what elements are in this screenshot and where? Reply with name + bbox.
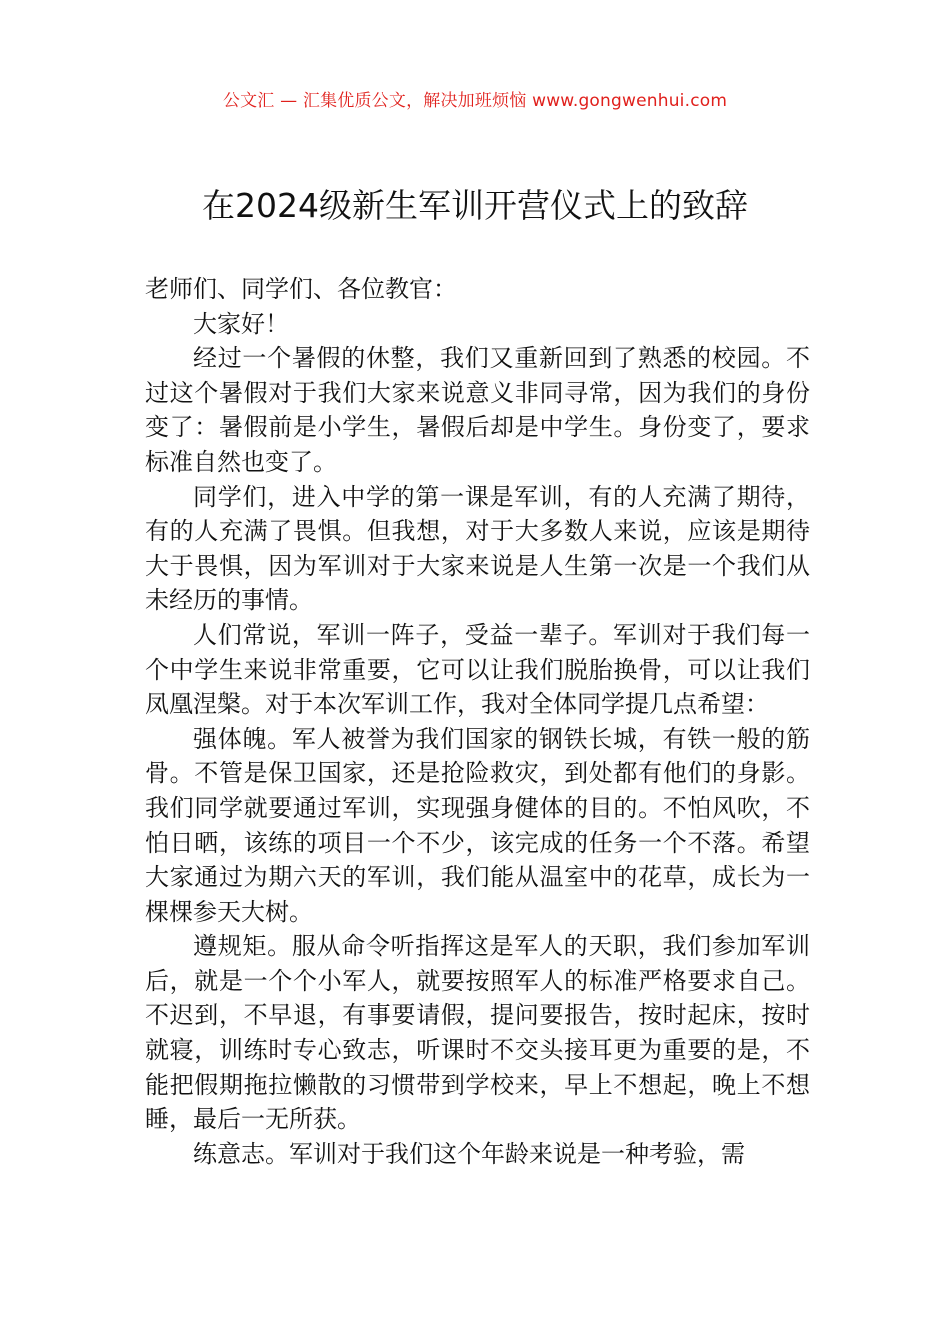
paragraph: 人们常说，军训一阵子，受益一辈子。军训对于我们每一个中学生来说非常重要，它可以让我们脱胎换骨，可以让我们凤凰涅槃。对于本次军训工作，我对全体同学提几点希望： bbox=[145, 620, 810, 719]
paragraph: 练意志。军训对于我们这个年龄来说是一种考验，需 bbox=[193, 1139, 745, 1168]
paragraph: 遵规矩。服从命令听指挥这是军人的天职，我们参加军训后，就是一个个小军人，就要按照军人的标准严格要求自己。不迟到，不早退，有事要请假，提问要报告，按时起床，按时就寝，训练时专心致志，听课时不交头接耳更为重要的是，不能把假期拖拉懒散的习惯带到学校来，早上不想起，晚上不想睡，最后一无所获。 bbox=[145, 932, 810, 1134]
paragraph: 同学们，进入中学的第一课是军训，有的人充满了期待，有的人充满了畏惧。但我想，对于大多数人来说，应该是期待大于畏惧，因为军训对于大家来说是人生第一次是一个我们从未经历的事情。 bbox=[145, 482, 810, 615]
document-title: 在2024级新生军训开营仪式上的致辞 bbox=[202, 186, 748, 225]
paragraph: 强体魄。军人被誉为我们国家的钢铁长城，有铁一般的筋骨。不管是保卫国家，还是抢险救灾，到处都有他们的身影。我们同学就要通过军训，实现强身健体的目的。不怕风吹，不怕日晒，该练的项目一个不少，该完成的任务一个不落。希望大家通过为期六天的军训，我们能从温室中的花草，成长为一棵棵参天大树。 bbox=[145, 724, 810, 926]
paragraph: 经过一个暑假的休整，我们又重新回到了熟悉的校园。不过这个暑假对于我们大家来说意义非同寻常，因为我们的身份变了：暑假前是小学生，暑假后却是中学生。身份变了，要求标准自然也变了。 bbox=[145, 344, 810, 476]
site-header: 公文汇 — 汇集优质公文，解决加班烦恼 www.gongwenhui.com bbox=[222, 91, 728, 111]
document-body bbox=[145, 272, 810, 1171]
paragraph-greeting: 大家好！ bbox=[193, 309, 289, 338]
salutation: 老师们、同学们、各位教官： bbox=[145, 275, 457, 303]
